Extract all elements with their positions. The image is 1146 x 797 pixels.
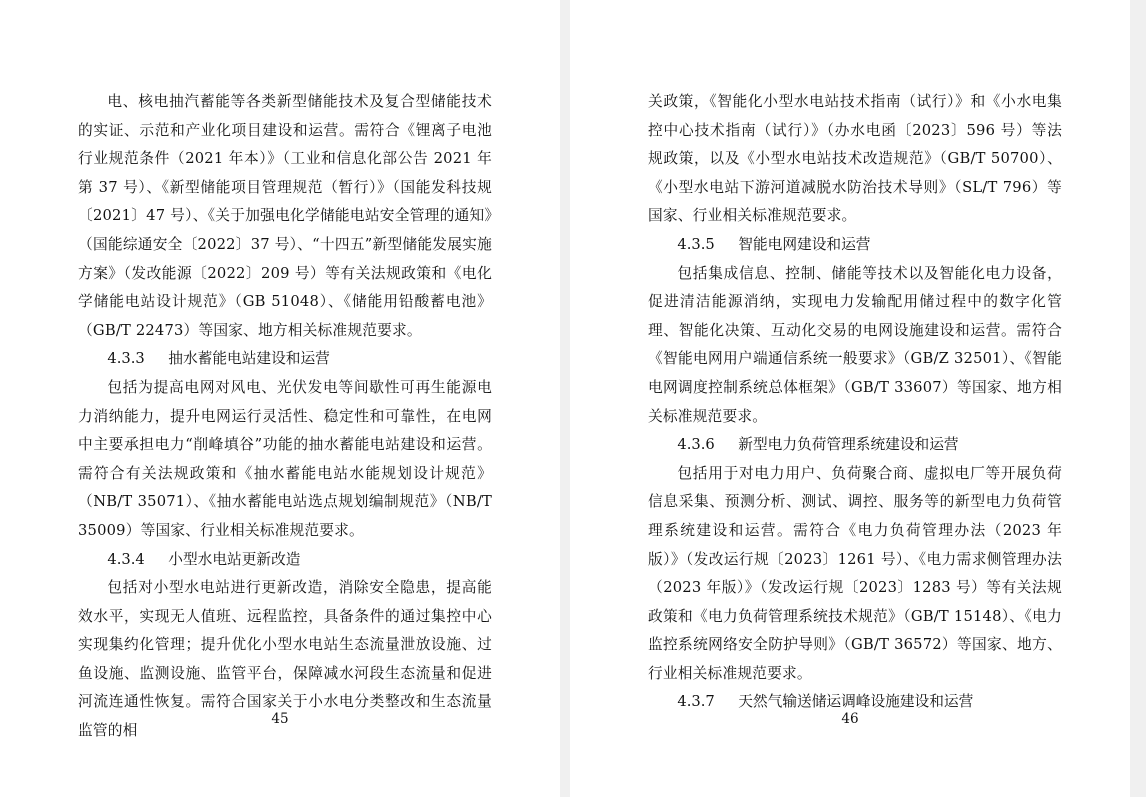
- page-left: [0, 0, 560, 797]
- paragraph: 包括对小型水电站进行更新改造，消除安全隐患，提高能效水平，实现无人值班、远程监控，具备条件的通过集控中心实现集约化管理；提升优化小型水电站生态流量泄放设施、过鱼设施、监测设施、监管平台，保障减水河段生态流量和促进河流连通性恢复。需符合国家关于小水电分类整改和生态流量监管的相: [78, 579, 492, 740]
- section-heading: [78, 345, 492, 374]
- section-heading: [78, 546, 492, 575]
- section-title: 智能电网建设和运营: [738, 235, 871, 253]
- page-left-content: [0, 0, 560, 797]
- section-number: 4.3.7: [677, 693, 715, 711]
- paragraph: 电、核电抽汽蓄能等各类新型储能技术及复合型储能技术的实证、示范和产业化项目建设和运营。需符合《锂离子电池行业规范条件（2021 年本）》（工业和信息化部公告 2021 年第 37 号）、《新型储能项目管理规范（暂行）》（国能发科技规〔2021〕47 号）、《关于加强电化学储能电站安全管理的通知》（国能综通安全〔2022〕37 号）、“十四五”新型储能发展实施方案》（发改能源〔2022〕209 号）等有关法规政策和《电化学储能电站设计规范》（GB 51048）、《储能用铅酸蓄电池》（GB/T 22473）等国家、地方相关标准规范要求。: [78, 93, 492, 339]
- section-number: 4.3.6: [677, 436, 715, 454]
- paragraph: 包括为提高电网对风电、光伏发电等间歇性可再生能源电力消纳能力，提升电网运行灵活性、稳定性和可靠性，在电网中主要承担电力“削峰填谷”功能的抽水蓄能电站建设和运营。需符合有关法规政策和《抽水蓄能电站水能规划设计规范》（NB/T 35071）、《抽水蓄能电站选点规划编制规范》（NB/T 35009）等国家、行业相关标准规范要求。: [78, 378, 492, 539]
- section-number: 4.3.5: [677, 235, 715, 253]
- page-right-content: [570, 0, 1130, 797]
- page-number: 46: [841, 711, 859, 727]
- paragraph: 包括用于对电力用户、负荷聚合商、虚拟电厂等开展负荷信息采集、预测分析、测试、调控、服务等的新型电力负荷管理系统建设和运营。需符合《电力负荷管理办法（2023 年版）》（发改运行规〔2023〕1261 号）、《电力需求侧管理办法（2023 年版）》（发改运行规〔2023〕1283 号）等有关法规政策和《电力负荷管理系统技术规范》（GB/T 15148）、《电力监控系统网络安全防护导则》（GB/T 36572）等国家、地方、行业相关标准规范要求。: [648, 464, 1062, 682]
- section-heading: [648, 231, 1062, 260]
- section-heading: [648, 431, 1062, 460]
- section-number: 4.3.4: [107, 550, 145, 568]
- paragraph: 关政策，《智能化小型水电站技术指南（试行）》和《小水电集控中心技术指南（试行）》（办水电函〔2023〕596 号）等法规政策，以及《小型水电站技术改造规范》（GB/T 50700）、《小型水电站下游河道减脱水防治技术导则》（SL/T 796）等国家、行业相关标准规范要求。: [648, 93, 1062, 225]
- section-number: 4.3.3: [107, 350, 145, 368]
- section-title: 天然气输送储运调峰设施建设和运营: [738, 693, 974, 711]
- page-right: [570, 0, 1130, 797]
- page-number: 45: [271, 711, 289, 727]
- section-title: 抽水蓄能电站建设和运营: [168, 350, 330, 368]
- section-title: 新型电力负荷管理系统建设和运营: [738, 436, 959, 454]
- paragraph: 包括集成信息、控制、储能等技术以及智能化电力设备，促进清洁能源消纳，实现电力发输配用储过程中的数字化管理、智能化决策、互动化交易的电网设施建设和运营。需符合《智能电网用户端通信系统一般要求》（GB/Z 32501）、《智能电网调度控制系统总体框架》（GB/T 33607）等国家、地方相关标准规范要求。: [648, 264, 1062, 425]
- section-title: 小型水电站更新改造: [168, 550, 301, 568]
